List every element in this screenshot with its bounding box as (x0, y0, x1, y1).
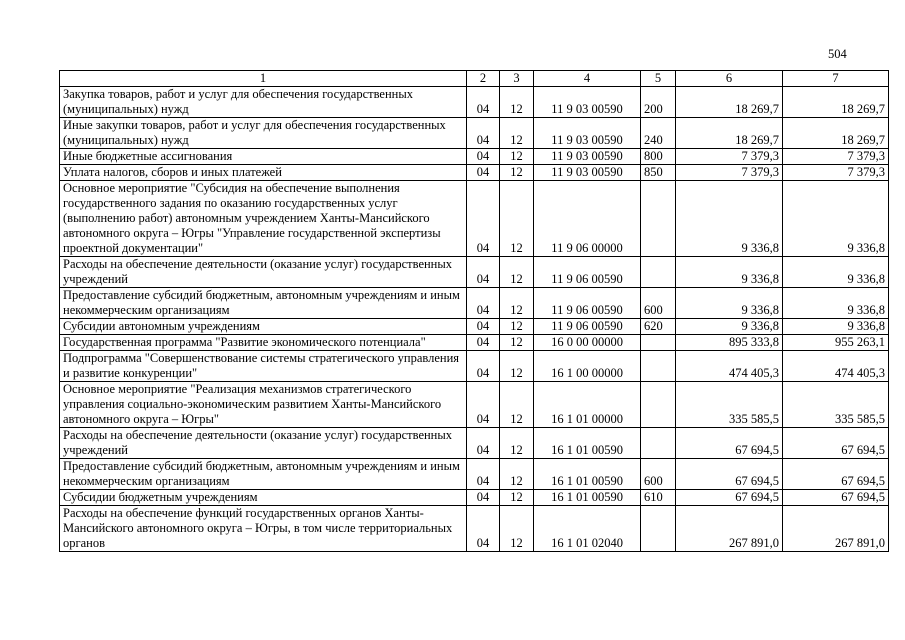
cell-target-article: 11 9 06 00590 (534, 257, 641, 288)
cell-amount-1: 67 694,5 (676, 428, 783, 459)
header-cell: 3 (500, 71, 534, 87)
cell-section: 04 (467, 165, 500, 181)
cell-amount-2: 335 585,5 (783, 382, 889, 428)
cell-amount-1: 9 336,8 (676, 319, 783, 335)
cell-name: Субсидии бюджетным учреждениям (60, 490, 467, 506)
cell-target-article: 11 9 03 00590 (534, 87, 641, 118)
cell-amount-2: 18 269,7 (783, 118, 889, 149)
cell-target-article: 16 1 00 00000 (534, 351, 641, 382)
cell-target-article: 11 9 06 00590 (534, 319, 641, 335)
cell-amount-2: 7 379,3 (783, 165, 889, 181)
cell-expense-type (641, 335, 676, 351)
cell-expense-type: 240 (641, 118, 676, 149)
cell-amount-1: 9 336,8 (676, 181, 783, 257)
cell-expense-type (641, 428, 676, 459)
cell-amount-2: 7 379,3 (783, 149, 889, 165)
cell-name: Уплата налогов, сборов и иных платежей (60, 165, 467, 181)
cell-section: 04 (467, 382, 500, 428)
table-row (60, 288, 889, 319)
cell-expense-type (641, 351, 676, 382)
cell-section: 04 (467, 87, 500, 118)
table-row (60, 257, 889, 288)
cell-target-article: 16 1 01 02040 (534, 506, 641, 552)
cell-target-article: 16 0 00 00000 (534, 335, 641, 351)
cell-target-article: 16 1 01 00000 (534, 382, 641, 428)
cell-expense-type: 800 (641, 149, 676, 165)
table-row (60, 149, 889, 165)
cell-section: 04 (467, 335, 500, 351)
cell-amount-1: 18 269,7 (676, 87, 783, 118)
cell-expense-type: 600 (641, 459, 676, 490)
table-row (60, 459, 889, 490)
cell-section: 04 (467, 319, 500, 335)
cell-expense-type: 200 (641, 87, 676, 118)
cell-section: 04 (467, 506, 500, 552)
cell-amount-2: 67 694,5 (783, 459, 889, 490)
budget-table (59, 70, 889, 552)
cell-subsection: 12 (500, 335, 534, 351)
cell-target-article: 11 9 03 00590 (534, 118, 641, 149)
header-cell: 1 (60, 71, 467, 87)
cell-amount-1: 474 405,3 (676, 351, 783, 382)
cell-name: Закупка товаров, работ и услуг для обеспечения государственных (муниципальных) нужд (60, 87, 467, 118)
cell-subsection: 12 (500, 428, 534, 459)
cell-amount-2: 67 694,5 (783, 490, 889, 506)
cell-amount-2: 955 263,1 (783, 335, 889, 351)
cell-amount-1: 18 269,7 (676, 118, 783, 149)
cell-expense-type (641, 257, 676, 288)
table-row (60, 428, 889, 459)
cell-expense-type: 610 (641, 490, 676, 506)
cell-subsection: 12 (500, 506, 534, 552)
cell-name: Основное мероприятие "Реализация механизмов стратегического управления социально-экономическим развитием Ханты-Мансийского автономного округа – Югры" (60, 382, 467, 428)
cell-name: Расходы на обеспечение деятельности (оказание услуг) государственных учреждений (60, 257, 467, 288)
cell-expense-type: 850 (641, 165, 676, 181)
cell-amount-2: 18 269,7 (783, 87, 889, 118)
cell-section: 04 (467, 459, 500, 490)
cell-target-article: 16 1 01 00590 (534, 459, 641, 490)
cell-subsection: 12 (500, 118, 534, 149)
cell-target-article: 11 9 06 00000 (534, 181, 641, 257)
cell-name: Государственная программа "Развитие экономического потенциала" (60, 335, 467, 351)
cell-subsection: 12 (500, 459, 534, 490)
cell-name: Расходы на обеспечение функций государственных органов Ханты-Мансийского автономного округа – Югры, в том числе территориальных органов (60, 506, 467, 552)
cell-expense-type: 620 (641, 319, 676, 335)
header-cell: 2 (467, 71, 500, 87)
cell-section: 04 (467, 351, 500, 382)
cell-subsection: 12 (500, 351, 534, 382)
cell-expense-type (641, 382, 676, 428)
cell-target-article: 11 9 06 00590 (534, 288, 641, 319)
cell-section: 04 (467, 181, 500, 257)
table-row (60, 165, 889, 181)
cell-amount-2: 474 405,3 (783, 351, 889, 382)
cell-name: Подпрограмма "Совершенствование системы стратегического управления и развитие конкуренции" (60, 351, 467, 382)
cell-section: 04 (467, 149, 500, 165)
cell-section: 04 (467, 490, 500, 506)
table-row (60, 335, 889, 351)
cell-subsection: 12 (500, 382, 534, 428)
cell-name: Иные закупки товаров, работ и услуг для обеспечения государственных (муниципальных) нужд (60, 118, 467, 149)
cell-expense-type (641, 506, 676, 552)
header-row (60, 71, 889, 87)
cell-target-article: 11 9 03 00590 (534, 165, 641, 181)
table-row (60, 118, 889, 149)
cell-section: 04 (467, 257, 500, 288)
cell-amount-1: 7 379,3 (676, 165, 783, 181)
cell-name: Иные бюджетные ассигнования (60, 149, 467, 165)
cell-target-article: 16 1 01 00590 (534, 490, 641, 506)
cell-amount-1: 7 379,3 (676, 149, 783, 165)
cell-section: 04 (467, 288, 500, 319)
table-row (60, 506, 889, 552)
table-row (60, 490, 889, 506)
cell-section: 04 (467, 118, 500, 149)
header-cell: 5 (641, 71, 676, 87)
table-row (60, 87, 889, 118)
cell-expense-type: 600 (641, 288, 676, 319)
cell-amount-1: 9 336,8 (676, 288, 783, 319)
cell-amount-1: 335 585,5 (676, 382, 783, 428)
cell-amount-2: 267 891,0 (783, 506, 889, 552)
table-row (60, 319, 889, 335)
cell-amount-2: 9 336,8 (783, 288, 889, 319)
cell-subsection: 12 (500, 87, 534, 118)
cell-subsection: 12 (500, 319, 534, 335)
cell-name: Основное мероприятие "Субсидия на обеспечение выполнения государственного задания по оказанию государственных услуг (выполнению работ) автономным учреждением Ханты-Мансийского автономного округа – Югры "Управление государственной экспертизы проектной документации" (60, 181, 467, 257)
cell-amount-1: 67 694,5 (676, 459, 783, 490)
cell-name: Субсидии автономным учреждениям (60, 319, 467, 335)
cell-amount-2: 9 336,8 (783, 319, 889, 335)
cell-target-article: 16 1 01 00590 (534, 428, 641, 459)
cell-subsection: 12 (500, 149, 534, 165)
table-row (60, 181, 889, 257)
cell-amount-2: 9 336,8 (783, 257, 889, 288)
cell-subsection: 12 (500, 490, 534, 506)
cell-subsection: 12 (500, 257, 534, 288)
cell-amount-2: 67 694,5 (783, 428, 889, 459)
cell-subsection: 12 (500, 288, 534, 319)
header-cell: 7 (783, 71, 889, 87)
header-cell: 6 (676, 71, 783, 87)
cell-amount-1: 267 891,0 (676, 506, 783, 552)
table-row (60, 351, 889, 382)
cell-subsection: 12 (500, 181, 534, 257)
cell-name: Расходы на обеспечение деятельности (оказание услуг) государственных учреждений (60, 428, 467, 459)
cell-amount-1: 9 336,8 (676, 257, 783, 288)
cell-amount-2: 9 336,8 (783, 181, 889, 257)
cell-name: Предоставление субсидий бюджетным, автономным учреждениям и иным некоммерческим организациям (60, 459, 467, 490)
page-number: 504 (828, 47, 847, 61)
cell-subsection: 12 (500, 165, 534, 181)
cell-target-article: 11 9 03 00590 (534, 149, 641, 165)
cell-expense-type (641, 181, 676, 257)
cell-section: 04 (467, 428, 500, 459)
header-cell: 4 (534, 71, 641, 87)
cell-amount-1: 895 333,8 (676, 335, 783, 351)
cell-name: Предоставление субсидий бюджетным, автономным учреждениям и иным некоммерческим организациям (60, 288, 467, 319)
table-row (60, 382, 889, 428)
cell-amount-1: 67 694,5 (676, 490, 783, 506)
